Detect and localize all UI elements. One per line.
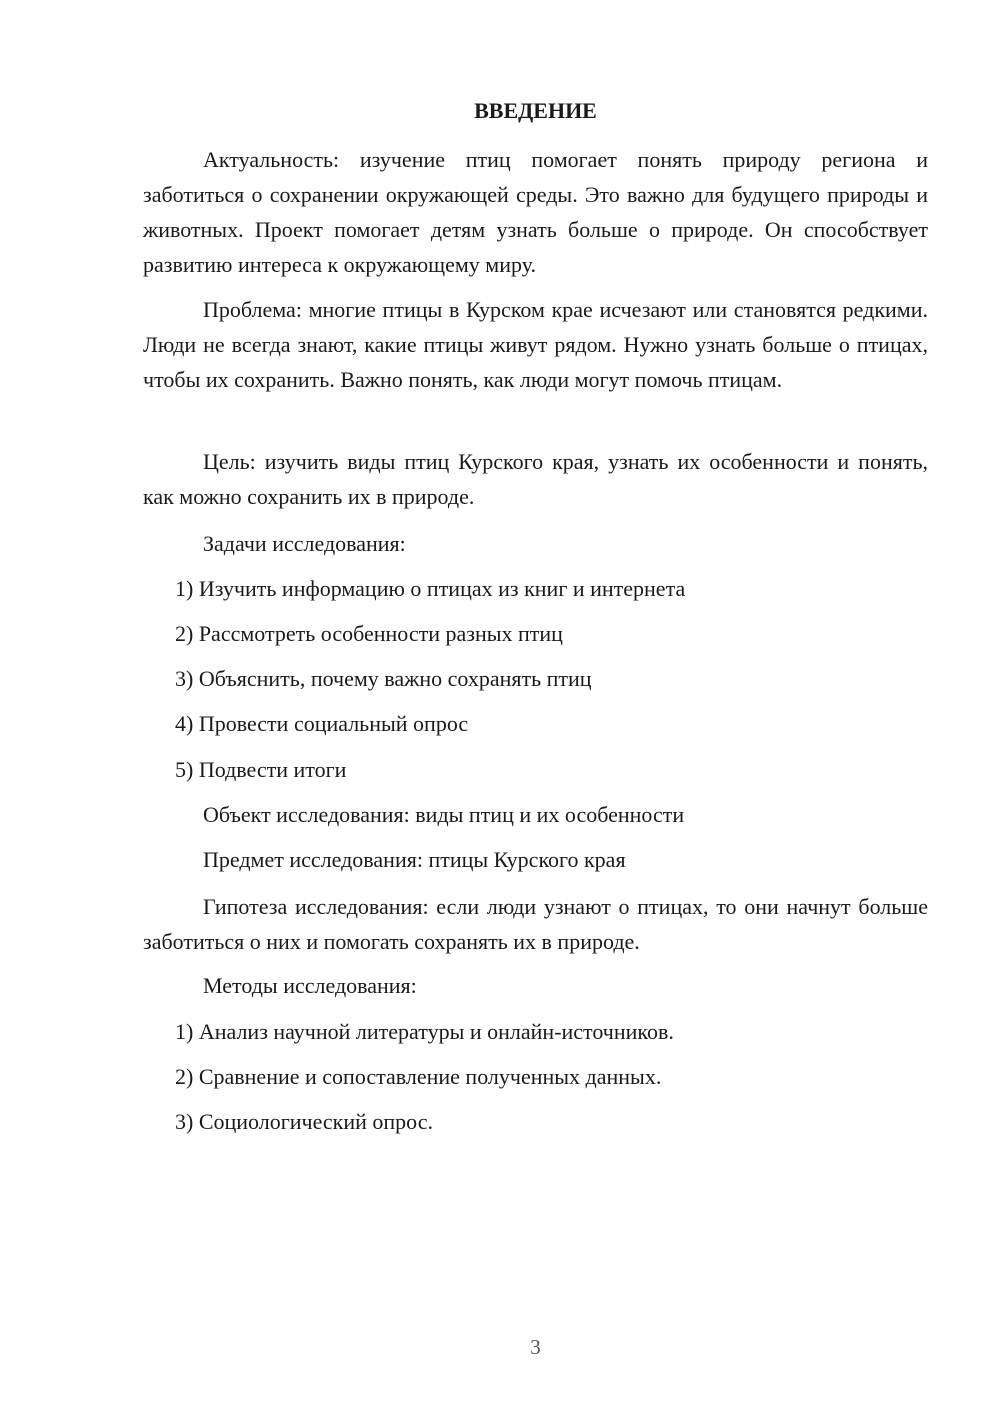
method-item: 1) Анализ научной литературы и онлайн-источников. <box>175 1019 674 1044</box>
tasks-heading: Задачи исследования: <box>203 531 406 556</box>
task-item: 1) Изучить информацию о птицах из книг и интернета <box>175 576 686 601</box>
goal-paragraph: Цель: изучить виды птиц Курского края, узнать их особенности и понять, как можно сохранить их в природе. <box>143 449 928 509</box>
problem-paragraph: Проблема: многие птицы в Курском крае исчезают или становятся редкими. Люди не всегда знают, какие птицы живут рядом. Нужно узнать больше о птицах, чтобы их сохранить. Важно понять, как люди могут помочь птицам. <box>143 297 928 392</box>
method-item: 2) Сравнение и сопоставление полученных данных. <box>175 1064 662 1089</box>
research-subject: Предмет исследования: птицы Курского края <box>203 847 626 872</box>
task-item: 5) Подвести итоги <box>175 757 347 782</box>
section-title: ВВЕДЕНИЕ <box>474 98 597 123</box>
research-object: Объект исследования: виды птиц и их особенности <box>203 802 685 827</box>
method-item: 3) Социологический опрос. <box>175 1109 433 1134</box>
task-item: 3) Объяснить, почему важно сохранять птиц <box>175 666 592 691</box>
page-number: 3 <box>530 1335 541 1359</box>
document-page <box>143 0 928 1414</box>
hypothesis-paragraph: Гипотеза исследования: если люди узнают о птицах, то они начнут больше заботиться о них и помогать сохранять их в природе. <box>143 894 928 954</box>
task-item: 4) Провести социальный опрос <box>175 711 469 736</box>
task-item: 2) Рассмотреть особенности разных птиц <box>175 621 563 646</box>
methods-heading: Методы исследования: <box>203 973 417 998</box>
actuality-paragraph: Актуальность: изучение птиц помогает понять природу региона и заботиться о сохранении окружающей среды. Это важно для будущего природы и животных. Проект помогает детям узнать больше о природе. Он способствует развитию интереса к окружающему миру. <box>143 147 928 277</box>
